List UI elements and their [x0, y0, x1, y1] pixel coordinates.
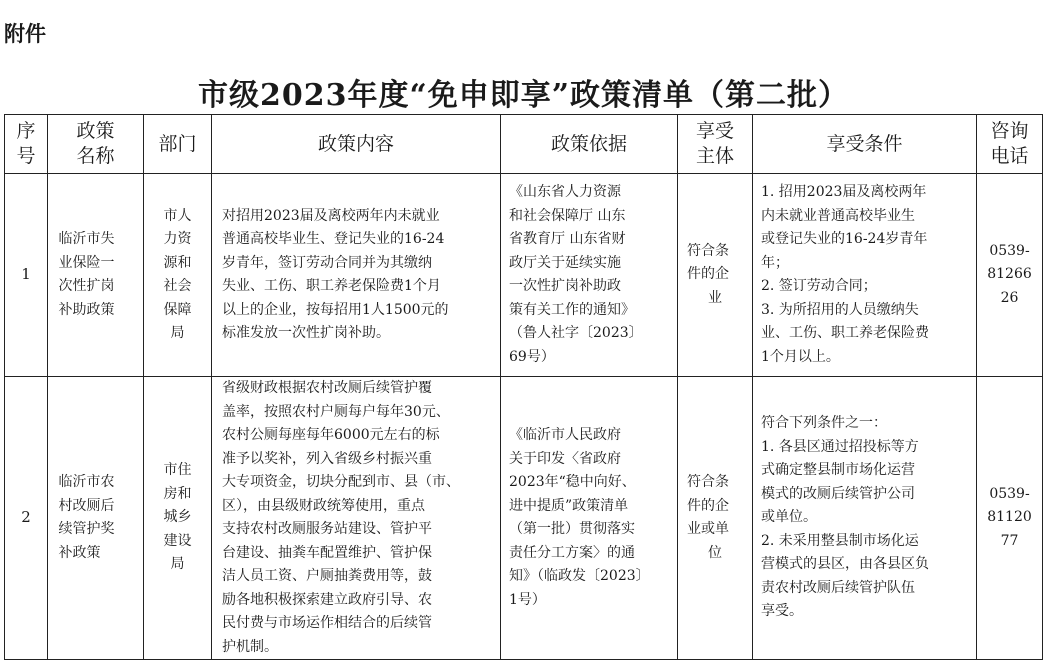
attachment-label: 附件: [4, 22, 46, 46]
row-conditions: 符合下列条件之一： 1. 各县区通过招投标等方 式确定整县制市场化运营 模式的改厕后续管护公司 或单位。 2. 未采用整县制市场化运 营模式的县区，由各县区负 责农村改厕后续管护队伍 享受。: [753, 377, 977, 660]
table-row: [5, 174, 1043, 377]
policy-table: [4, 114, 1043, 660]
row-policy-basis: 《山东省人力资源 和社会保障厅 山东 省教育厅 山东省财 政厅关于延续实施 一次性扩岗补助政 策有关工作的通知》 （鲁人社字〔2023〕 69号）: [501, 174, 678, 377]
header-phone: 咨询 电话: [977, 115, 1043, 174]
row-department: 市人 力资 源和 社会 保障 局: [144, 174, 212, 377]
row-seq: 1: [5, 174, 48, 377]
header-basis: 政策依据: [501, 115, 678, 174]
row-seq: 2: [5, 377, 48, 660]
row-department: 市住 房和 城乡 建设 局: [144, 377, 212, 660]
header-name: 政策 名称: [48, 115, 144, 174]
row-phone: 0539- 81266 26: [977, 174, 1043, 377]
header-dept: 部门: [144, 115, 212, 174]
document-title: 市级2023年度“免申即享”政策清单（第二批）: [197, 78, 849, 113]
header-conditions: 享受条件: [753, 115, 977, 174]
row-policy-name: 临沂市农 村改厕后 续管护奖 补政策: [48, 377, 144, 660]
row-eligible-subject: 符合条 件的企 业或单 位: [678, 377, 753, 660]
row-policy-basis: 《临沂市人民政府 关于印发〈省政府 2023年“稳中向好、 进中提质”政策清单 （第一批）贯彻落实 责任分工方案〉的通 知》（临政发〔2023〕 1号）: [501, 377, 678, 660]
row-eligible-subject: 符合条 件的企 业: [678, 174, 753, 377]
row-conditions: 1. 招用2023届及离校两年 内未就业普通高校毕业生 或登记失业的16-24岁青年 年； 2. 签订劳动合同； 3. 为所招用的人员缴纳失 业、工伤、职工养老保险费 1个月以上。: [753, 174, 977, 377]
row-phone: 0539- 81120 77: [977, 377, 1043, 660]
row-policy-content: 对招用2023届及离校两年内未就业 普通高校毕业生、登记失业的16-24 岁青年，签订劳动合同并为其缴纳 失业、工伤、职工养老保险费1个月 以上的企业，按每招用1人1500元的 标准发放一次性扩岗补助。: [212, 174, 501, 377]
row-policy-content: 省级财政根据农村改厕后续管护覆 盖率，按照农村户厕每户每年30元、 农村公厕每座每年6000元左右的标 准予以奖补，列入省级乡村振兴重 大专项资金，切块分配到市、县（市、 区），由县级财政统筹使用，重点 支持农村改厕服务站建设、管护平 台建设、抽粪车配置维护、管护保 洁人员工资、户厕抽粪费用等，鼓 励各地积极探索建立政府引导、农 民付费与市场运作相结合的后续管 护机制。: [212, 377, 501, 660]
header-row: [5, 115, 1043, 174]
header-seq: 序 号: [5, 115, 48, 174]
header-content: 政策内容: [212, 115, 501, 174]
table-row: [5, 377, 1043, 660]
row-policy-name: 临沂市失 业保险一 次性扩岗 补助政策: [48, 174, 144, 377]
header-subject: 享受 主体: [678, 115, 753, 174]
